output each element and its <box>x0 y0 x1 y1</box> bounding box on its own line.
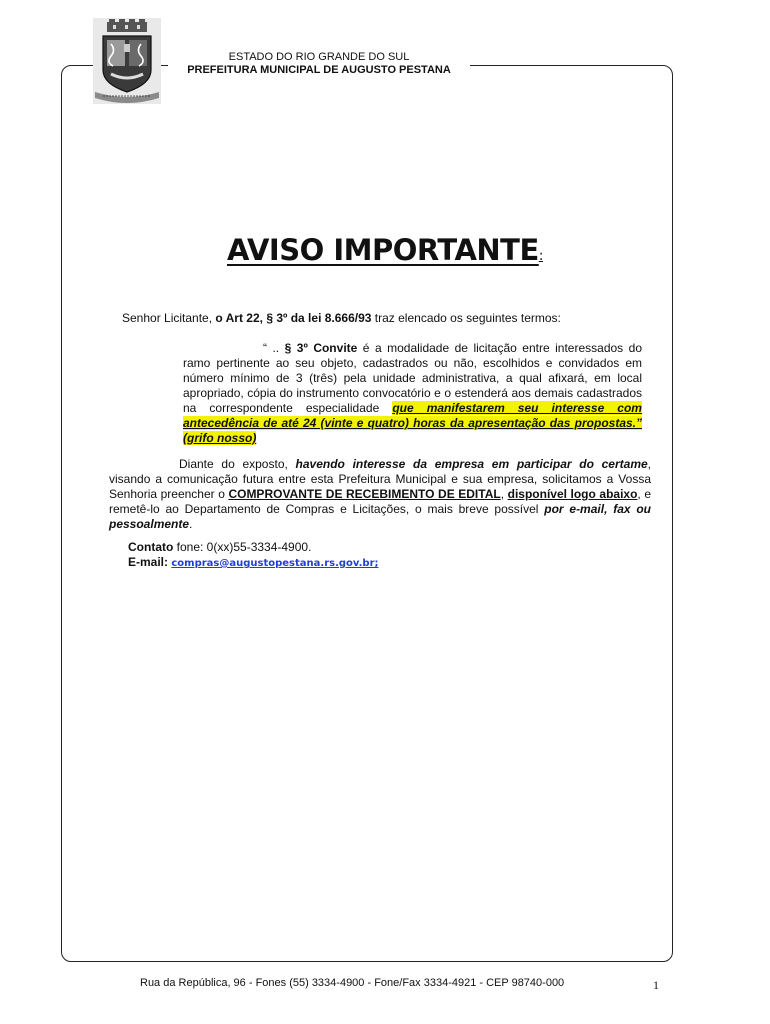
p-receipt-form: COMPROVANTE DE RECEBIMENTO DE EDITAL <box>228 487 501 501</box>
p-text-1: Diante do exposto, <box>179 457 296 471</box>
p-send-methods: por e-mail, fax ou pessoalmente <box>109 502 651 531</box>
quote-open: “ .. <box>263 341 285 355</box>
quote-section: § 3º Convite <box>284 341 358 355</box>
contact-email-line <box>128 555 528 571</box>
p-interest: havendo interesse da empresa em participar do certame <box>295 457 648 471</box>
intro-rest: traz elencado os seguintes termos: <box>371 311 561 325</box>
intro-comma: , <box>208 311 213 325</box>
page-number: 1 <box>653 978 659 992</box>
contact-phone: fone: 0(xx)55-3334-4900. <box>173 540 312 554</box>
intro-lead: Senhor Licitante <box>122 311 209 325</box>
main-paragraph <box>109 457 651 532</box>
intro-paragraph <box>122 311 662 326</box>
email-link[interactable]: compras@augustopestana.rs.gov.br; <box>171 558 379 569</box>
contact-label: Contato <box>128 540 174 554</box>
prefecture-name: PREFEITURA MUNICIPAL DE AUGUSTO PESTANA <box>187 64 451 76</box>
intro-law-reference: o Art 22, § 3º da lei 8.666/93 <box>215 311 372 325</box>
footer-address: Rua da República, 96 - Fones (55) 3334-4900 - Fone/Fax 3334-4921 - CEP 98740-000 <box>140 977 565 989</box>
title-text: AVISO IMPORTANTE <box>227 233 539 267</box>
municipal-coat-of-arms-icon <box>93 18 161 104</box>
p-text-3: , visando a comunicação futura entre esta Prefeitura Municipal e sua empresa, solicitamos a Vossa Senhoria preencher o <box>109 457 652 501</box>
p-text-9: . <box>189 517 193 531</box>
contact-block <box>128 540 528 571</box>
p-available-below: disponível logo abaixo <box>507 487 638 501</box>
contact-phone-line <box>128 540 528 555</box>
letterhead <box>168 51 470 77</box>
quote-body: é a modalidade de licitação entre interessados do ramo pertinente ao seu objeto, cadastrados ou não, escolhidos e convidados em número mínimo de 3 (três) pela unidade administrativa, a qual afixará, em local apropriado, cópia do instrumento convocatório e o estenderá aos demais cadastrados na correspondente especialidade <box>183 341 642 415</box>
quote-highlight: que manifestarem seu interesse com antecedência de até 24 (vinte e quatro) horas da apresentação das propostas.” (grifo nosso) <box>183 401 642 445</box>
law-quote <box>183 341 642 446</box>
email-colon: : <box>164 555 169 569</box>
title-colon: : <box>538 248 543 264</box>
page-title <box>0 233 770 267</box>
email-label: E-mail <box>128 555 165 569</box>
p-text-7: , e remetê-lo ao Departamento de Compras e Licitações, o mais breve possível <box>109 487 651 516</box>
p-text-5: , <box>500 487 508 501</box>
state-name: ESTADO DO RIO GRANDE DO SUL <box>228 51 410 63</box>
